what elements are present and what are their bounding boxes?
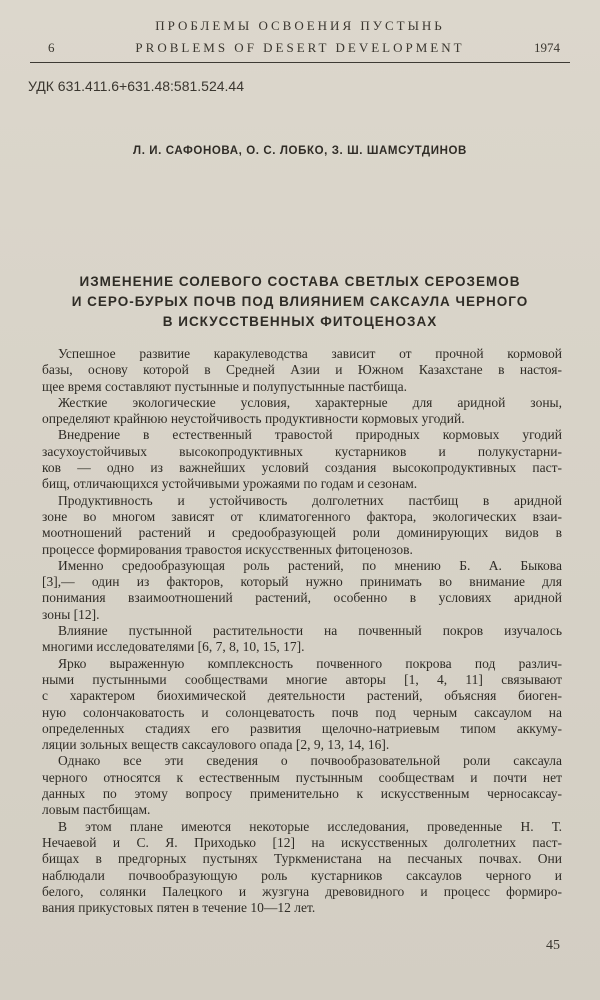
issue-number: 6 bbox=[48, 40, 55, 55]
text-line: засухоустойчивых высокопродуктивных кустарников и полукустарни- bbox=[42, 443, 562, 459]
text-line: наблюдали почвообразующую роль кустарников саксаулов черного и bbox=[42, 867, 562, 883]
text-line: щее время составляют пустынные и полупустынные пастбища. bbox=[42, 378, 407, 394]
text-line: Успешное развитие каракулеводства зависит от прочной кормовой bbox=[58, 346, 562, 361]
body-paragraph bbox=[42, 558, 562, 623]
body-paragraph bbox=[42, 819, 562, 917]
text-line: ную солончаковатость и солонцеватость почв под черным саксаулом на bbox=[42, 704, 562, 720]
udk-code: УДК 631.411.6+631.48:581.524.44 bbox=[28, 78, 244, 94]
page-number: 45 bbox=[546, 938, 560, 953]
text-line: базы, основу которой в Средней Азии и Южном Казахстане в настоя- bbox=[42, 362, 562, 378]
text-line: Продуктивность и устойчивость долголетних пастбищ в аридной bbox=[58, 492, 562, 508]
publication-year: 1974 bbox=[534, 40, 560, 55]
running-header bbox=[40, 40, 560, 58]
body-paragraph bbox=[42, 395, 562, 428]
body-paragraph bbox=[42, 753, 562, 818]
text-line: ляции зольных веществ саксаулового опада [2, 9, 13, 14, 16]. bbox=[42, 737, 390, 753]
text-line: моотношений растений и средообразующей роли доминирующих видов в bbox=[42, 525, 562, 541]
title-line: И СЕРО-БУРЫХ ПОЧВ ПОД ВЛИЯНИЕМ САКСАУЛА ЧЕРНОГО bbox=[71, 294, 529, 309]
article-title bbox=[20, 272, 580, 332]
journal-title-ru: ПРОБЛЕМЫ ОСВОЕНИЯ ПУСТЫНЬ bbox=[155, 18, 445, 33]
text-line: Нечаевой и С. Я. Приходько [12] на искусственных долголетних паст- bbox=[42, 834, 562, 850]
body-paragraph bbox=[42, 493, 562, 558]
text-line: зоне во многом зависят от климатогенного фактора, экологических взаи- bbox=[42, 508, 562, 524]
header-rule bbox=[30, 62, 570, 63]
body-paragraph bbox=[42, 623, 562, 656]
text-line: Жесткие экологические условия, характерные для аридной зоны, bbox=[58, 394, 562, 410]
text-line: многими исследователями [6, 7, 8, 10, 15, 17]. bbox=[42, 639, 305, 655]
text-line: данных по этому вопросу применительно к искусственным черносаксау- bbox=[42, 786, 562, 802]
text-line: Однако все эти сведения о почвообразовательной роли саксаула bbox=[58, 753, 562, 769]
text-line: определенных стадиях его развития щелочно-натриевым типом аккуму- bbox=[42, 720, 562, 736]
text-line: ловым пастбищам. bbox=[42, 802, 151, 818]
text-line: понимания взаимоотношений растений, особенно в условиях аридной bbox=[42, 590, 562, 606]
article-body bbox=[42, 346, 562, 916]
title-line: В ИСКУССТВЕННЫХ ФИТОЦЕНОЗАХ bbox=[162, 314, 438, 329]
title-line: ИЗМЕНЕНИЕ СОЛЕВОГО СОСТАВА СВЕТЛЫХ СЕРОЗЕМОВ bbox=[79, 274, 521, 289]
body-paragraph bbox=[42, 427, 562, 492]
text-line: В этом плане имеются некоторые исследования, проведенные Н. Т. bbox=[58, 818, 562, 834]
text-line: процессе формирования травостоя искусственных фитоценозов. bbox=[42, 541, 413, 557]
text-line: Влияние пустынной растительности на почвенный покров изучалось bbox=[58, 623, 562, 639]
text-line: Ярко выраженную комплексность почвенного покрова под различ- bbox=[58, 655, 562, 671]
text-line: ков — одно из важнейших условий создания высокопродуктивных паст- bbox=[42, 460, 562, 476]
text-line: Внедрение в естественный травостой природных кормовых угодий bbox=[58, 427, 562, 443]
text-line: с характером биохимической деятельности растений, объясняя биоген- bbox=[42, 688, 562, 704]
text-line: бищ, отличающихся устойчивыми урожаями по годам и сезонам. bbox=[42, 476, 418, 492]
text-line: ными пустынными сообществами многие авторы [1, 4, 11] связывают bbox=[42, 671, 562, 687]
text-line: [3],— один из факторов, который нужно принимать во внимание для bbox=[42, 574, 562, 590]
body-paragraph bbox=[42, 346, 562, 395]
text-line: зоны [12]. bbox=[42, 606, 100, 622]
text-line: белого, солянки Палецкого и жузгуна древовидного и процесс формиро- bbox=[42, 883, 562, 899]
text-line: бищах в предгорных пустынях Туркменистана на песчаных почвах. Они bbox=[42, 851, 562, 867]
journal-title-en: PROBLEMS OF DESERT DEVELOPMENT bbox=[135, 40, 465, 55]
body-paragraph bbox=[42, 656, 562, 754]
text-line: Именно средообразующая роль растений, по мнению Б. А. Быкова bbox=[58, 557, 562, 573]
text-line: черного относятся к естественным пустынным сообществам и почти нет bbox=[42, 769, 562, 785]
article-authors: Л. И. САФОНОВА, О. С. ЛОБКО, З. Ш. ШАМСУТДИНОВ bbox=[133, 145, 467, 157]
text-line: вания прикустовых пятен в течение 10—12 лет. bbox=[42, 900, 316, 916]
text-line: определяют крайнюю неустойчивость продуктивности кормовых угодий. bbox=[42, 411, 465, 427]
